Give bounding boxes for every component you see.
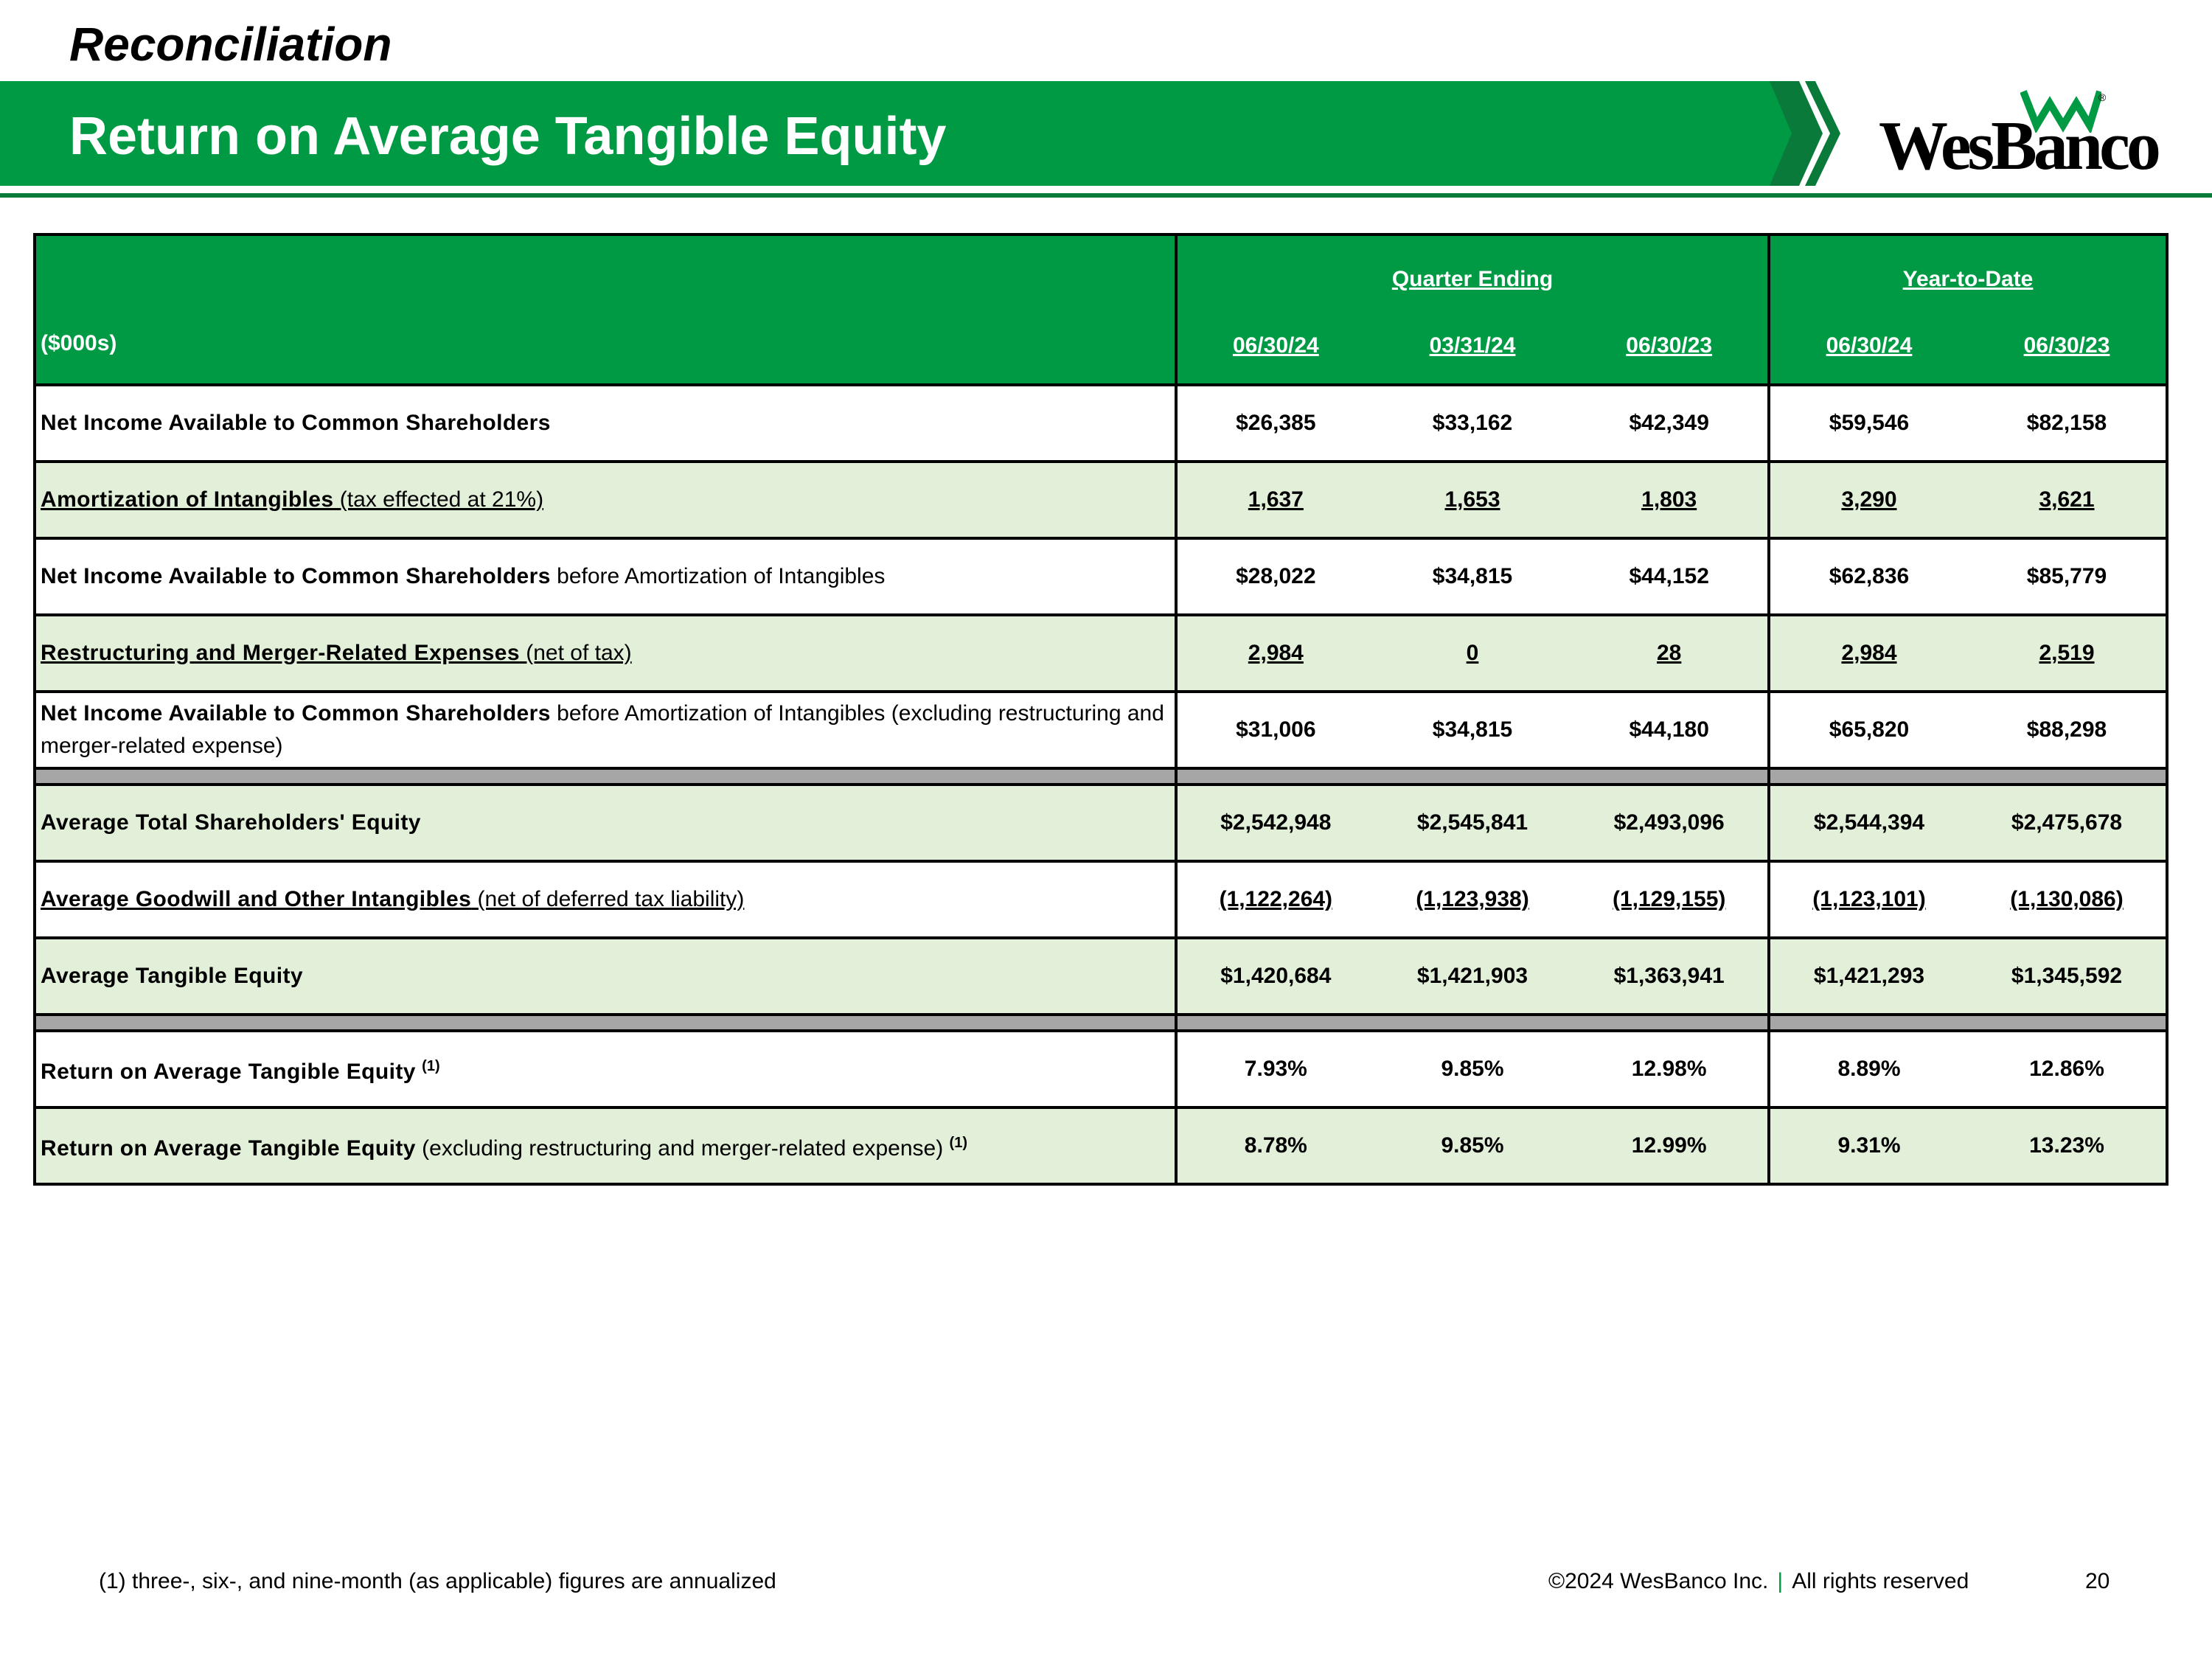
reconciliation-table [33, 233, 2168, 1186]
cell-value: $31,006 [1236, 717, 1316, 742]
cell-value: $2,475,678 [2011, 810, 2123, 835]
cell-value: (1,122,264) [1219, 887, 1333, 911]
row-label: Net Income Available to Common Shareholders before Amortization of Intangibles [35, 538, 1176, 615]
column-header: 06/30/23 [1626, 333, 1713, 358]
cell-value: 28 [1656, 641, 1682, 665]
cell-value: (1,123,101) [1812, 887, 1926, 911]
column-header: 06/30/24 [1826, 333, 1913, 358]
cell-value: $2,542,948 [1220, 810, 1332, 835]
cell-value: $1,421,293 [1813, 964, 1925, 988]
cell-value: $1,421,903 [1416, 964, 1528, 988]
cell-value: 9.31% [1837, 1133, 1901, 1158]
cell-value: 12.99% [1631, 1133, 1707, 1158]
cell-value: 1,637 [1248, 487, 1304, 512]
copyright-text: ©2024 WesBanco Inc. [1548, 1569, 1769, 1593]
row-label: Net Income Available to Common Shareholders before Amortization of Intangibles (excluding restructuring and merger-related expense) [35, 692, 1176, 768]
row-label: Average Goodwill and Other Intangibles (net of deferred tax liability) [35, 861, 1176, 938]
cell-value: 8.78% [1244, 1133, 1307, 1158]
cell-value: $44,152 [1629, 564, 1709, 588]
table-row [35, 785, 2167, 861]
unit-label: ($000s) [35, 234, 1176, 385]
header-rule [0, 193, 2212, 198]
cell-value: $85,779 [2026, 564, 2107, 588]
cell-value: 8.89% [1837, 1057, 1901, 1081]
footnote: (1) three-, six-, and nine-month (as applicable) figures are annualized [99, 1569, 776, 1593]
cell-value: $2,544,394 [1813, 810, 1925, 835]
cell-value: $2,545,841 [1416, 810, 1528, 835]
column-header: 03/31/24 [1429, 333, 1516, 358]
cell-value: $44,180 [1629, 717, 1709, 742]
cell-value: (1,123,938) [1416, 887, 1529, 911]
table-row [35, 615, 2167, 692]
spacer-row [35, 1015, 2167, 1031]
cell-value: 12.98% [1631, 1057, 1707, 1081]
page-title: Return on Average Tangible Equity [69, 107, 947, 166]
table-header-groups [35, 234, 2167, 308]
cell-value: 0 [1466, 641, 1479, 665]
table-row [35, 692, 2167, 768]
cell-value: 9.85% [1441, 1057, 1504, 1081]
cell-value: $1,345,592 [2011, 964, 2123, 988]
cell-value: 3,621 [2039, 487, 2095, 512]
footer-separator: | [1777, 1569, 1784, 1593]
row-label: Net Income Available to Common Shareholders [35, 385, 1176, 462]
cell-value: $59,546 [1829, 411, 1910, 435]
cell-value: $28,022 [1236, 564, 1316, 588]
cell-value: 2,519 [2039, 641, 2095, 665]
title-banner [0, 81, 1799, 186]
table-row [35, 861, 2167, 938]
row-label: Average Tangible Equity [35, 938, 1176, 1015]
table-row [35, 462, 2167, 538]
copyright-footer [1548, 1569, 1969, 1594]
cell-value: 12.86% [2029, 1057, 2104, 1081]
rights-text: All rights reserved [1792, 1569, 1969, 1593]
cell-value: 7.93% [1244, 1057, 1307, 1081]
cell-value: 1,803 [1641, 487, 1697, 512]
cell-value: $88,298 [2026, 717, 2107, 742]
cell-value: (1,129,155) [1612, 887, 1726, 911]
table-row [35, 538, 2167, 615]
chevron-icon [1770, 81, 1851, 186]
section-title: Reconciliation [69, 18, 392, 71]
cell-value: $82,158 [2026, 411, 2107, 435]
cell-value: $34,815 [1432, 564, 1513, 588]
column-header: 06/30/24 [1232, 333, 1319, 358]
row-label: Return on Average Tangible Equity $^{(1)}$ [35, 1031, 1176, 1107]
cell-value: 2,984 [1248, 641, 1304, 665]
cell-value: $2,493,096 [1613, 810, 1725, 835]
cell-value: $42,349 [1629, 411, 1709, 435]
table-row [35, 385, 2167, 462]
cell-value: $1,363,941 [1613, 964, 1725, 988]
cell-value: 3,290 [1841, 487, 1897, 512]
cell-value: $33,162 [1432, 411, 1513, 435]
quarter-columns [1176, 308, 1769, 385]
cell-value: $34,815 [1432, 717, 1513, 742]
row-label: Return on Average Tangible Equity (excluding restructuring and merger-related expense) $^{(1)}$ [35, 1107, 1176, 1184]
row-label: Restructuring and Merger-Related Expenses (net of tax) [35, 615, 1176, 692]
cell-value: $1,420,684 [1220, 964, 1332, 988]
cell-value: 13.23% [2029, 1133, 2104, 1158]
page-number: 20 [2085, 1569, 2110, 1593]
group-quarter-ending: Quarter Ending [1176, 234, 1769, 308]
spacer-row [35, 768, 2167, 785]
table-row [35, 938, 2167, 1015]
footnote-marker: (1) [949, 1135, 967, 1151]
footnote-marker: (1) [422, 1058, 440, 1074]
cell-value: 9.85% [1441, 1133, 1504, 1158]
cell-value: $65,820 [1829, 717, 1910, 742]
table-row [35, 1107, 2167, 1184]
cell-value: 2,984 [1841, 641, 1897, 665]
cell-value: $62,836 [1829, 564, 1910, 588]
cell-value: (1,130,086) [2010, 887, 2124, 911]
group-year-to-date: Year-to-Date [1769, 234, 2167, 308]
column-header: 06/30/23 [2023, 333, 2110, 358]
wesbanco-logo: WesBanco [1879, 108, 2157, 184]
logo-registered-mark: ® [2098, 91, 2107, 103]
cell-value: $26,385 [1236, 411, 1316, 435]
row-label: Amortization of Intangibles (tax effected at 21%) [35, 462, 1176, 538]
table-row [35, 1031, 2167, 1107]
row-label: Average Total Shareholders' Equity [35, 785, 1176, 861]
cell-value: 1,653 [1444, 487, 1500, 512]
ytd-columns [1769, 308, 2167, 385]
